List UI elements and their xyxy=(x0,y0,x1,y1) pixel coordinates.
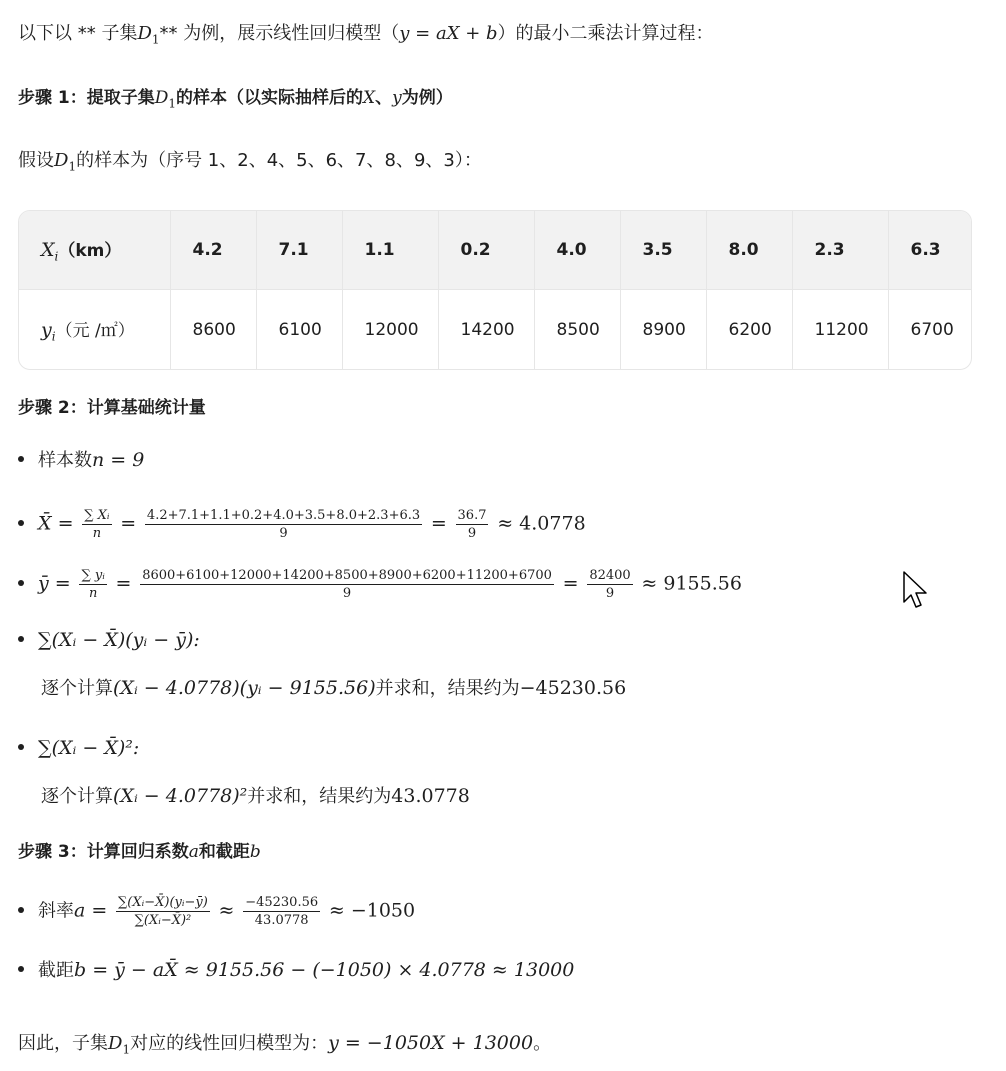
step3-b: b xyxy=(249,842,261,862)
frac-num: 82400 xyxy=(589,568,631,583)
table-row-x xyxy=(19,211,971,290)
y-header-cell xyxy=(19,290,170,370)
intro-model: y = aX + b xyxy=(399,23,498,44)
sample-note xyxy=(18,149,482,179)
bullet-dot xyxy=(18,744,24,750)
frac-den: 9 xyxy=(279,526,288,541)
table-cell: 7.1 xyxy=(256,211,342,290)
xbar-frac-sum xyxy=(145,508,422,541)
x-header-unit: （km） xyxy=(58,241,122,262)
list-item-ybar xyxy=(18,568,742,601)
list-item-xbar xyxy=(18,508,586,541)
sxy-detail-value: −45230.56 xyxy=(519,677,627,699)
frac-den: 9 xyxy=(467,526,477,541)
list-item-sxy xyxy=(18,628,200,653)
equals-sign: = xyxy=(562,572,579,595)
sxx-expr: ∑(Xᵢ − X̄)²: xyxy=(38,737,140,759)
list-item-n xyxy=(18,448,144,473)
table-cell: 1.1 xyxy=(342,211,438,290)
sxy-detail xyxy=(41,676,626,701)
table-cell: 4.0 xyxy=(534,211,620,290)
frac-den: ∑(Xᵢ−X̄)² xyxy=(134,913,192,928)
conclusion-sub: 1 xyxy=(122,1042,131,1057)
table-cell: 2.3 xyxy=(792,211,888,290)
frac-num: 8600+6100+12000+14200+8500+8900+6200+11200+6700 xyxy=(142,568,552,583)
table-cell: 6.3 xyxy=(888,211,971,290)
frac-den: n xyxy=(88,586,98,601)
xbar-lhs: X̄ = xyxy=(38,512,74,535)
table-cell: 14200 xyxy=(438,290,534,370)
xbar-result: ≈ 4.0778 xyxy=(497,512,586,535)
equals-sign: = xyxy=(430,512,447,535)
step1-sub: 1 xyxy=(168,96,177,111)
frac-num: −45230.56 xyxy=(245,895,319,910)
frac-den: 43.0778 xyxy=(254,913,309,928)
frac-den: n xyxy=(92,526,102,541)
subset-var: D xyxy=(137,23,152,44)
frac-num: 4.2+7.1+1.1+0.2+4.0+3.5+8.0+2.3+6.3 xyxy=(146,508,421,523)
bullet-dot xyxy=(18,636,24,642)
x-header-var: X xyxy=(41,239,55,262)
sxy-expr: ∑(Xᵢ − X̄)(yᵢ − ȳ): xyxy=(38,629,200,651)
sample-note-var: D xyxy=(54,150,69,171)
equals-sign: = xyxy=(120,512,137,535)
sxy-detail-mid: 并求和，结果约为 xyxy=(375,678,520,699)
bullet-dot xyxy=(18,520,24,526)
step1-var: D xyxy=(154,88,169,108)
conclusion-model: y = −1050X + 13000 xyxy=(328,1032,534,1054)
step2-heading: 步骤 2：计算基础统计量 xyxy=(18,398,206,418)
slope-label: 斜率 xyxy=(38,900,74,922)
step1-heading xyxy=(18,86,453,115)
table-cell: 11200 xyxy=(792,290,888,370)
step1-y: y xyxy=(392,88,402,108)
step1-title-mid: 的样本（以实际抽样后的 xyxy=(176,88,364,108)
y-header-unit: （元 /㎡） xyxy=(55,320,135,341)
sxx-detail-expr: (Xᵢ − 4.0778)² xyxy=(113,785,248,807)
intro-line xyxy=(18,22,714,52)
intro-suffix: ）的最小二乘法计算过程： xyxy=(497,23,714,44)
n-label: 样本数 xyxy=(38,450,92,471)
table-cell: 8500 xyxy=(534,290,620,370)
x-header-cell xyxy=(19,211,170,290)
y-header-var: y xyxy=(41,318,52,341)
frac-den: 9 xyxy=(605,586,615,601)
table-row-y xyxy=(19,290,971,370)
mouse-cursor-icon xyxy=(902,570,928,610)
sample-note-prefix: 假设 xyxy=(18,150,54,171)
slope-lhs: a = xyxy=(74,899,108,922)
step1-title-suffix: 为例） xyxy=(401,88,453,108)
list-item-intercept xyxy=(18,958,574,983)
ybar-frac-sum xyxy=(140,568,554,601)
y-header-sub: i xyxy=(51,329,56,344)
n-expr: n = 9 xyxy=(92,449,145,471)
table-cell: 3.5 xyxy=(620,211,706,290)
xbar-frac-total xyxy=(456,508,489,541)
sample-table xyxy=(18,210,972,370)
sxx-detail xyxy=(41,784,470,809)
conclusion-prefix: 因此，子集 xyxy=(18,1033,108,1054)
table-cell: 8900 xyxy=(620,290,706,370)
step3-a: a xyxy=(188,842,199,862)
ybar-frac-total xyxy=(587,568,632,601)
bullet-dot xyxy=(18,580,24,586)
conclusion-mid: 对应的线性回归模型为： xyxy=(130,1033,329,1054)
sxy-detail-expr: (Xᵢ − 4.0778)(yᵢ − 9155.56) xyxy=(113,677,376,699)
step1-title-prefix: 步骤 1：提取子集 xyxy=(18,88,155,108)
frac-num: ∑(Xᵢ−X̄)(yᵢ−ȳ) xyxy=(118,895,208,910)
table-cell: 6700 xyxy=(910,319,954,340)
frac-num: ∑ Xᵢ xyxy=(84,508,110,523)
conclusion xyxy=(18,1031,551,1062)
table-cell: 6200 xyxy=(706,290,792,370)
table-cell: 8.0 xyxy=(706,211,792,290)
table-cell: 4.2 xyxy=(170,211,256,290)
bullet-dot xyxy=(18,907,24,913)
step3-heading xyxy=(18,840,261,864)
table-cell: 8600 xyxy=(170,290,256,370)
table-cell: 12000 xyxy=(342,290,438,370)
sample-note-sub: 1 xyxy=(68,159,77,174)
subset-sub: 1 xyxy=(151,32,160,47)
table-cell: 0.2 xyxy=(438,211,534,290)
ybar-result: ≈ 9155.56 xyxy=(641,572,742,595)
intercept-label: 截距 xyxy=(38,960,74,981)
table-cell: 6100 xyxy=(256,290,342,370)
list-item-slope xyxy=(18,895,415,928)
sxx-detail-value: 43.0778 xyxy=(391,785,470,807)
frac-num: 36.7 xyxy=(457,508,487,523)
step1-sep: 、 xyxy=(375,88,393,108)
slope-frac-def xyxy=(116,895,210,928)
ybar-frac-def xyxy=(79,568,106,601)
conclusion-suffix: 。 xyxy=(533,1033,552,1054)
frac-num: ∑ yᵢ xyxy=(81,568,105,583)
intro-prefix: 以下以 ** 子集 xyxy=(18,23,138,44)
bullet-dot xyxy=(18,966,24,972)
sxx-detail-prefix: 逐个计算 xyxy=(41,786,113,807)
list-item-sxx xyxy=(18,736,139,761)
sxy-detail-prefix: 逐个计算 xyxy=(41,678,113,699)
bullet-dot xyxy=(18,456,24,462)
slope-frac-values xyxy=(243,895,320,928)
xbar-frac-def xyxy=(82,508,111,541)
intro-mid: ** 为例，展示线性回归模型（ xyxy=(159,23,400,44)
approx-sign: ≈ xyxy=(218,899,235,922)
x-header-sub: i xyxy=(54,249,59,264)
frac-den: 9 xyxy=(342,586,352,601)
equals-sign: = xyxy=(115,572,132,595)
step3-title-mid: 和截距 xyxy=(198,842,250,862)
step1-x: X xyxy=(363,88,376,108)
sxx-detail-mid: 并求和，结果约为 xyxy=(247,786,392,807)
slope-result: ≈ −1050 xyxy=(328,899,416,922)
sample-note-suffix: 的样本为（序号 1、2、4、5、6、7、8、9、3）： xyxy=(76,150,482,171)
conclusion-var: D xyxy=(108,1033,123,1054)
intercept-expr: b = ȳ − aX̄ ≈ 9155.56 − (−1050) × 4.0778 ≈ 13000 xyxy=(74,959,575,981)
step3-title-prefix: 步骤 3：计算回归系数 xyxy=(18,842,189,862)
ybar-lhs: ȳ = xyxy=(38,572,71,595)
